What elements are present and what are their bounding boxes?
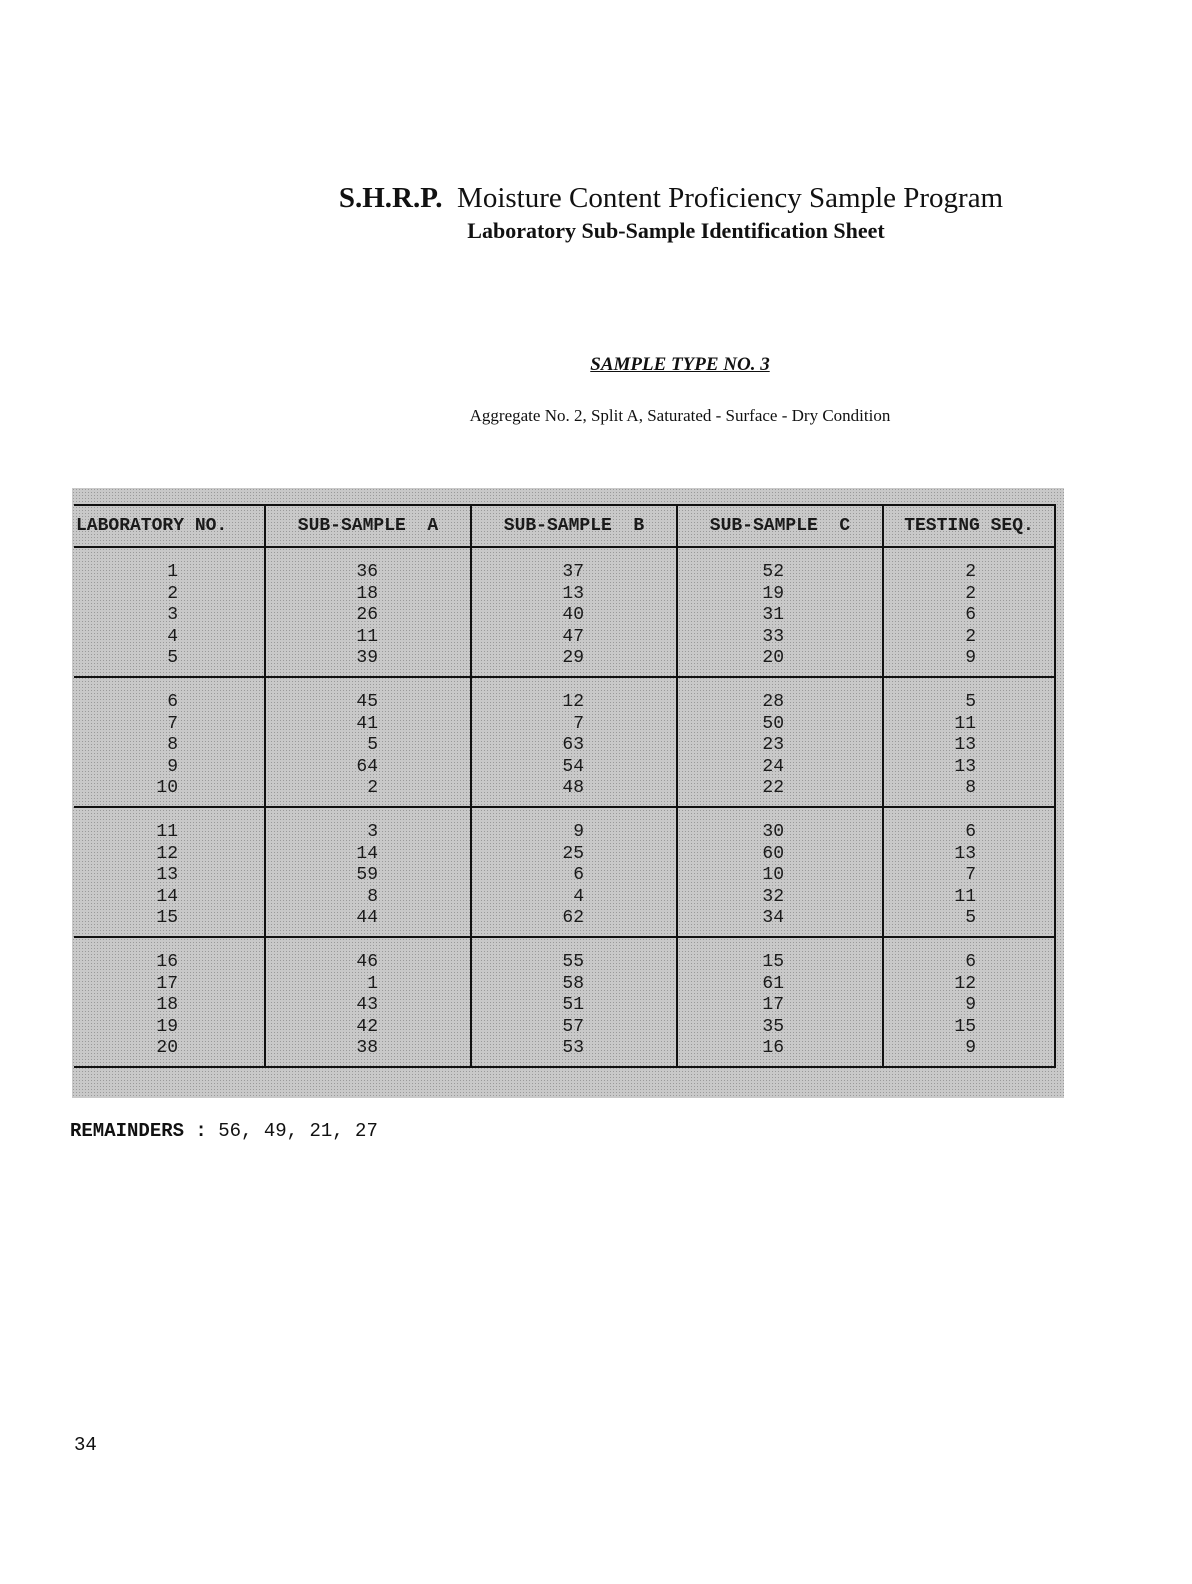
table-row-group — [74, 547, 1055, 677]
cell-value: 5 — [367, 735, 378, 755]
cell-values — [472, 938, 676, 1060]
table-row-group — [74, 677, 1055, 807]
cell-sub-sample-a — [265, 677, 471, 807]
cell-value: 32 — [762, 886, 784, 907]
cell-value: 9 — [965, 995, 976, 1015]
cell-value: 25 — [562, 843, 584, 864]
table-row-group — [74, 937, 1055, 1067]
cell-value: 26 — [356, 605, 378, 625]
cell-value: 13 — [156, 865, 178, 885]
cell-value: 41 — [356, 713, 378, 734]
cell-value: 51 — [562, 995, 584, 1015]
cell-value: 7 — [167, 713, 178, 734]
cell-laboratory-no — [74, 547, 265, 677]
cell-value: 20 — [762, 648, 784, 668]
cell-values — [884, 808, 1054, 930]
cell-value: 18 — [356, 583, 378, 604]
cell-value: 15 — [156, 908, 178, 928]
cell-value: 30 — [762, 822, 784, 842]
cell-values — [266, 938, 470, 1060]
cell-value: 13 — [562, 583, 584, 604]
cell-value: 52 — [762, 562, 784, 582]
cell-value: 54 — [562, 756, 584, 777]
cell-value: 7 — [573, 713, 584, 734]
cell-value: 9 — [167, 756, 178, 777]
cell-value: 43 — [356, 995, 378, 1015]
cell-sub-sample-b — [471, 937, 677, 1067]
cell-value: 55 — [562, 952, 584, 972]
cell-value: 17 — [156, 973, 178, 994]
cell-value: 8 — [367, 886, 378, 907]
cell-value: 5 — [965, 908, 976, 928]
cell-value: 11 — [954, 713, 976, 734]
cell-value: 9 — [965, 648, 976, 668]
cell-value: 58 — [562, 973, 584, 994]
cell-sub-sample-b — [471, 547, 677, 677]
cell-value: 2 — [965, 583, 976, 604]
cell-value: 14 — [156, 886, 178, 907]
cell-value: 64 — [356, 756, 378, 777]
cell-value: 7 — [965, 865, 976, 885]
cell-value: 24 — [762, 756, 784, 777]
remainders-line — [70, 1120, 378, 1142]
cell-value: 3 — [167, 605, 178, 625]
cell-value: 19 — [156, 1016, 178, 1037]
table-body — [74, 547, 1055, 1067]
cell-values — [472, 808, 676, 930]
header-sub-sample-b: SUB-SAMPLE B — [471, 505, 677, 547]
cell-values — [74, 678, 264, 800]
title-abbreviation: S.H.R.P. — [338, 182, 443, 214]
cell-value: 9 — [965, 1038, 976, 1058]
cell-value: 6 — [965, 822, 976, 842]
cell-sub-sample-a — [265, 807, 471, 937]
cell-values — [884, 678, 1054, 800]
page-title — [150, 180, 1192, 216]
cell-value: 2 — [965, 626, 976, 647]
title-program: Moisture Content Proficiency Sample Program — [457, 182, 1004, 214]
cell-value: 2 — [965, 562, 976, 582]
cell-value: 1 — [167, 562, 178, 582]
cell-value: 46 — [356, 952, 378, 972]
cell-sub-sample-c — [677, 937, 883, 1067]
cell-testing-seq — [883, 807, 1055, 937]
page-subtitle: Laboratory Sub-Sample Identification Sheet — [467, 218, 885, 243]
cell-values — [678, 938, 882, 1060]
cell-value: 62 — [562, 908, 584, 928]
cell-value: 44 — [356, 908, 378, 928]
cell-value: 40 — [562, 605, 584, 625]
cell-value: 36 — [356, 562, 378, 582]
cell-value: 50 — [762, 713, 784, 734]
cell-value: 8 — [167, 735, 178, 755]
cell-value: 29 — [562, 648, 584, 668]
cell-value: 35 — [762, 1016, 784, 1037]
cell-value: 4 — [167, 626, 178, 647]
cell-value: 47 — [562, 626, 584, 647]
cell-value: 6 — [167, 692, 178, 712]
cell-value: 45 — [356, 692, 378, 712]
cell-value: 19 — [762, 583, 784, 604]
cell-value: 2 — [367, 778, 378, 798]
cell-value: 15 — [762, 952, 784, 972]
cell-value: 13 — [954, 735, 976, 755]
header-sub-sample-a: SUB-SAMPLE A — [265, 505, 471, 547]
cell-value: 4 — [573, 886, 584, 907]
cell-value: 6 — [573, 865, 584, 885]
cell-value: 13 — [954, 756, 976, 777]
cell-value: 17 — [762, 995, 784, 1015]
cell-value: 9 — [573, 822, 584, 842]
cell-value: 11 — [356, 626, 378, 647]
cell-value: 39 — [356, 648, 378, 668]
cell-sub-sample-c — [677, 547, 883, 677]
cell-values — [678, 548, 882, 670]
cell-sub-sample-b — [471, 677, 677, 807]
cell-value: 3 — [367, 822, 378, 842]
cell-value: 6 — [965, 605, 976, 625]
cell-testing-seq — [883, 677, 1055, 807]
cell-values — [74, 808, 264, 930]
cell-sub-sample-b — [471, 807, 677, 937]
cell-values — [472, 678, 676, 800]
cell-sub-sample-c — [677, 677, 883, 807]
page-number: 34 — [74, 1434, 97, 1456]
sample-type-heading: SAMPLE TYPE NO. 3 — [590, 354, 770, 375]
cell-value: 18 — [156, 995, 178, 1015]
cell-value: 10 — [156, 778, 178, 798]
cell-value: 5 — [965, 692, 976, 712]
cell-value: 2 — [167, 583, 178, 604]
cell-value: 38 — [356, 1038, 378, 1058]
table-row-group — [74, 807, 1055, 937]
title-block — [0, 180, 1192, 246]
cell-value: 12 — [156, 843, 178, 864]
sub-sample-table — [74, 504, 1056, 1068]
header-sub-sample-c: SUB-SAMPLE C — [677, 505, 883, 547]
cell-value: 53 — [562, 1038, 584, 1058]
cell-value: 1 — [367, 973, 378, 994]
table-shaded-area — [72, 488, 1064, 1098]
cell-value: 20 — [156, 1038, 178, 1058]
cell-value: 10 — [762, 865, 784, 885]
cell-value: 11 — [156, 822, 178, 842]
cell-sub-sample-a — [265, 547, 471, 677]
cell-value: 37 — [562, 562, 584, 582]
cell-values — [678, 808, 882, 930]
table-header-row — [74, 505, 1055, 547]
cell-testing-seq — [883, 937, 1055, 1067]
cell-value: 31 — [762, 605, 784, 625]
cell-value: 57 — [562, 1016, 584, 1037]
cell-values — [266, 808, 470, 930]
cell-value: 8 — [965, 778, 976, 798]
cell-value: 14 — [356, 843, 378, 864]
cell-value: 28 — [762, 692, 784, 712]
cell-values — [74, 938, 264, 1060]
cell-laboratory-no — [74, 937, 265, 1067]
cell-values — [884, 548, 1054, 670]
header-testing-seq: TESTING SEQ. — [883, 505, 1055, 547]
cell-value: 34 — [762, 908, 784, 928]
cell-value: 23 — [762, 735, 784, 755]
cell-value: 15 — [954, 1016, 976, 1037]
condition-description: Aggregate No. 2, Split A, Saturated - Surface - Dry Condition — [469, 406, 891, 425]
cell-testing-seq — [883, 547, 1055, 677]
cell-value: 48 — [562, 778, 584, 798]
cell-value: 61 — [762, 973, 784, 994]
cell-laboratory-no — [74, 807, 265, 937]
cell-sub-sample-c — [677, 807, 883, 937]
cell-values — [266, 548, 470, 670]
cell-values — [266, 678, 470, 800]
cell-value: 12 — [954, 973, 976, 994]
cell-sub-sample-a — [265, 937, 471, 1067]
cell-value: 60 — [762, 843, 784, 864]
cell-value: 16 — [156, 952, 178, 972]
cell-value: 5 — [167, 648, 178, 668]
cell-value: 13 — [954, 843, 976, 864]
cell-values — [74, 548, 264, 670]
remainders-label: REMAINDERS : — [70, 1120, 207, 1142]
cell-value: 63 — [562, 735, 584, 755]
cell-values — [884, 938, 1054, 1060]
cell-value: 6 — [965, 952, 976, 972]
cell-values — [678, 678, 882, 800]
cell-values — [472, 548, 676, 670]
cell-value: 22 — [762, 778, 784, 798]
cell-value: 59 — [356, 865, 378, 885]
header-laboratory-no: LABORATORY NO. — [74, 505, 265, 547]
cell-value: 42 — [356, 1016, 378, 1037]
cell-value: 16 — [762, 1038, 784, 1058]
cell-value: 33 — [762, 626, 784, 647]
remainders-values: 56, 49, 21, 27 — [218, 1120, 378, 1142]
cell-laboratory-no — [74, 677, 265, 807]
cell-value: 12 — [562, 692, 584, 712]
cell-value: 11 — [954, 886, 976, 907]
